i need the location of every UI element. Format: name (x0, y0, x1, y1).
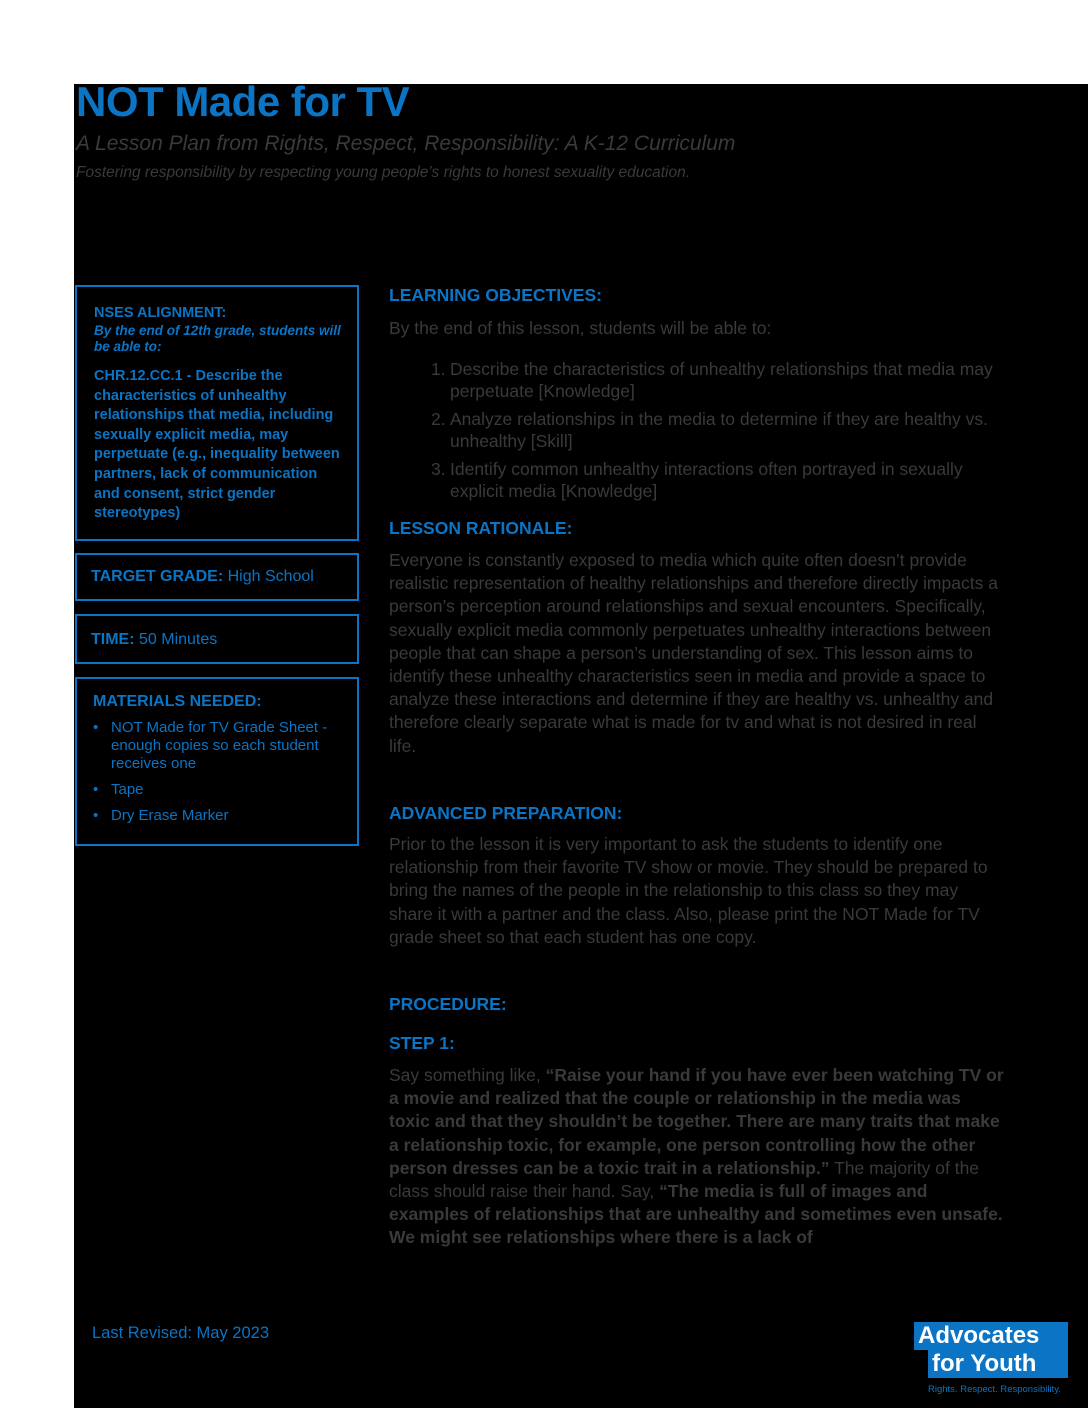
step-1-text-mid: The majority of the class should raise their hand. Say, (389, 1157, 980, 1202)
target-grade-box (75, 553, 359, 601)
list-item: • Dry Erase Marker (93, 807, 343, 825)
nses-alignment-box (75, 285, 359, 541)
step-1-text-intro: Say something like, (389, 1065, 546, 1085)
step-1-quote-2: “The media is full of images and examples of relationships that are unhealthy and sometimes even unsafe. We might see relationships where there is a lack of (389, 1181, 1003, 1248)
objective-text: Analyze relationships in the media to determine if they are healthy vs. unhealthy [Skill] (450, 409, 988, 451)
materials-list (93, 719, 343, 825)
last-revised: Last Revised: May 2023 (92, 1324, 270, 1342)
page-subtitle: A Lesson Plan from Rights, Respect, Responsibility: A K-12 Curriculum (76, 132, 736, 155)
step-1-heading: STEP 1: (389, 1033, 455, 1053)
nses-standard (94, 367, 341, 524)
nses-standard-text: - Describe the characteristics of unhealthy relationships that media, including sexually explicit media, may perpetuate (e.g., inequality between partners, lack of communication and consent, strict gender stereotypes) (94, 368, 340, 522)
objective-number: 2. (431, 409, 446, 429)
time-label: TIME: (91, 631, 135, 648)
materials-heading: MATERIALS NEEDED: (93, 693, 262, 710)
list-item: • Tape (93, 781, 343, 799)
objective-number: 3. (431, 459, 446, 479)
preparation-heading: ADVANCED PREPARATION: (389, 803, 623, 823)
procedure-heading: PROCEDURE: (389, 994, 507, 1014)
nses-standard-code: CHR.12.CC.1 (94, 368, 183, 384)
objectives-list (431, 358, 1011, 508)
target-grade-label: TARGET GRADE: (91, 568, 224, 585)
materials-box (75, 677, 359, 846)
logo-tagline: Rights. Respect. Responsibility. (928, 1384, 1061, 1395)
time-box (75, 614, 359, 664)
logo-line-1: Advocates (914, 1322, 1068, 1350)
logo-line-2: for Youth (928, 1350, 1068, 1378)
target-grade-value: High School (223, 568, 314, 585)
list-item (431, 458, 1011, 502)
preparation-text: Prior to the lesson it is very important to ask the students to identify one relationship from their favorite TV show or movie. They should be prepared to bring the names of the people in the relationship to this class so they may share it with a partner and the class. Also, please print the NOT Made for TV grade sheet so that each student has one copy. (389, 834, 988, 947)
objectives-intro: By the end of this lesson, students will be able to: (389, 318, 772, 338)
list-item: • NOT Made for TV Grade Sheet - enough copies so each student receives one (93, 719, 343, 773)
list-item (431, 358, 1011, 402)
nses-subheading: By the end of 12th grade, students will be able to: (94, 323, 341, 354)
nses-heading: NSES ALIGNMENT: (94, 305, 227, 321)
time-value: 50 Minutes (134, 631, 218, 648)
rationale-heading: LESSON RATIONALE: (389, 518, 573, 538)
page-title: NOT Made for TV (76, 78, 410, 125)
page-tagline: Fostering responsibility by respecting young people’s rights to honest sexuality education. (76, 164, 691, 181)
objectives-heading: LEARNING OBJECTIVES: (389, 285, 602, 305)
step-1-text (389, 1064, 1005, 1250)
step-1-quote: “Raise your hand if you have ever been watching TV or a movie and realized that the couple or relationship in the media was toxic and that they shouldn’t be together. There are many traits that make a relationship toxic, for example, one person controlling how the other person dresses can be a toxic trait in a relationship.” (389, 1065, 1004, 1178)
objective-text: Describe the characteristics of unhealthy relationships that media may perpetuate [Knowledge] (450, 359, 993, 401)
objective-text: Identify common unhealthy interactions often portrayed in sexually explicit media [Knowledge] (450, 459, 963, 501)
rationale-text: Everyone is constantly exposed to media which quite often doesn’t provide realistic representation of healthy relationships and therefore directly impacts a person’s perception around relationships and sexual encounters. Specifically, sexually explicit media commonly perpetuates unhealthy interactions between people that can shape a person’s understanding of sex. This lesson aims to identify these unhealthy characteristics seen in media and provide a space to analyze these interactions and determine if they are healthy vs. unhealthy and therefore clearly separate what is made for tv and what is not desired in real life. (389, 550, 998, 756)
list-item (431, 408, 1011, 452)
objective-number: 1. (431, 359, 446, 379)
